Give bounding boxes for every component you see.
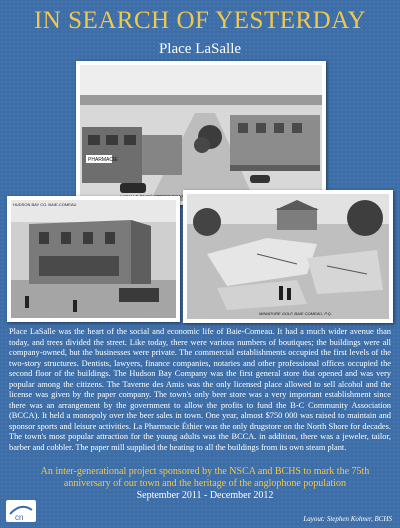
pharmacie-sign: PHARMACIE (88, 157, 118, 163)
golf-photo-caption: MINIATURE GOLF, BAIE COMEAU, P.Q. (259, 311, 332, 316)
building-photo-caption: HUDSON BAY CO. BAIE-COMEAU (13, 202, 77, 207)
history-paragraph: Place LaSalle was the heart of the social and economic life of Baie-Comeau. It had a much wider avenue than today, and trees divided the street. Like today, there were various numbers of boutiques; the buildings were all company-owned, but the businesses were private. The commercial establishments occupied the first levels of the two-story structures. Dentists, lawyers, finance companies, notaries and other professional offices occupied the second floor of the buildings. The Hudson Bay Company was the first general store that opened and was very popular among the citizens. The Taverne des Amis was the only licensed place allowed to sell alcohol and the license was given by the paper company. The town's only beer store was a very important establishment since there was an arrangement by the government to allow the profits to fund the B-C Community Association (BCCA). It held a monopoly over the beer sales in town. One year, almost $750 000 was raised to maintain and sponsor sports and leisure activities. La Pharmacie Éthier was the only drugstore on the North Shore for decades. The town's most popular attraction for the young adults was the BCCA. in addition, there was a jeweler, tailor, barber and cobbler. The paper mill supplied the heating to all the buildings from its own steam plant. (9, 327, 391, 452)
nsca-logo (6, 500, 36, 522)
golf-photo (183, 190, 393, 323)
street-photo (76, 61, 326, 205)
page-title: IN SEARCH OF YESTERDAY (33, 7, 367, 34)
footer-line-2: anniversary of our town and the heritage of the anglophone population (63, 478, 347, 489)
layout-credit: Layout: Stephen Kohner, BCHS (303, 515, 392, 523)
sponsor-footer (40, 466, 370, 502)
footer-line-1: An inter-generational project sponsored by the NSCA and BCHS to mark the 75th (40, 466, 370, 477)
project-dates: September 2011 - December 2012 (136, 490, 274, 501)
building-photo (7, 196, 180, 322)
logo-text: cn (15, 513, 24, 522)
page-subtitle: Place LaSalle (158, 41, 242, 57)
